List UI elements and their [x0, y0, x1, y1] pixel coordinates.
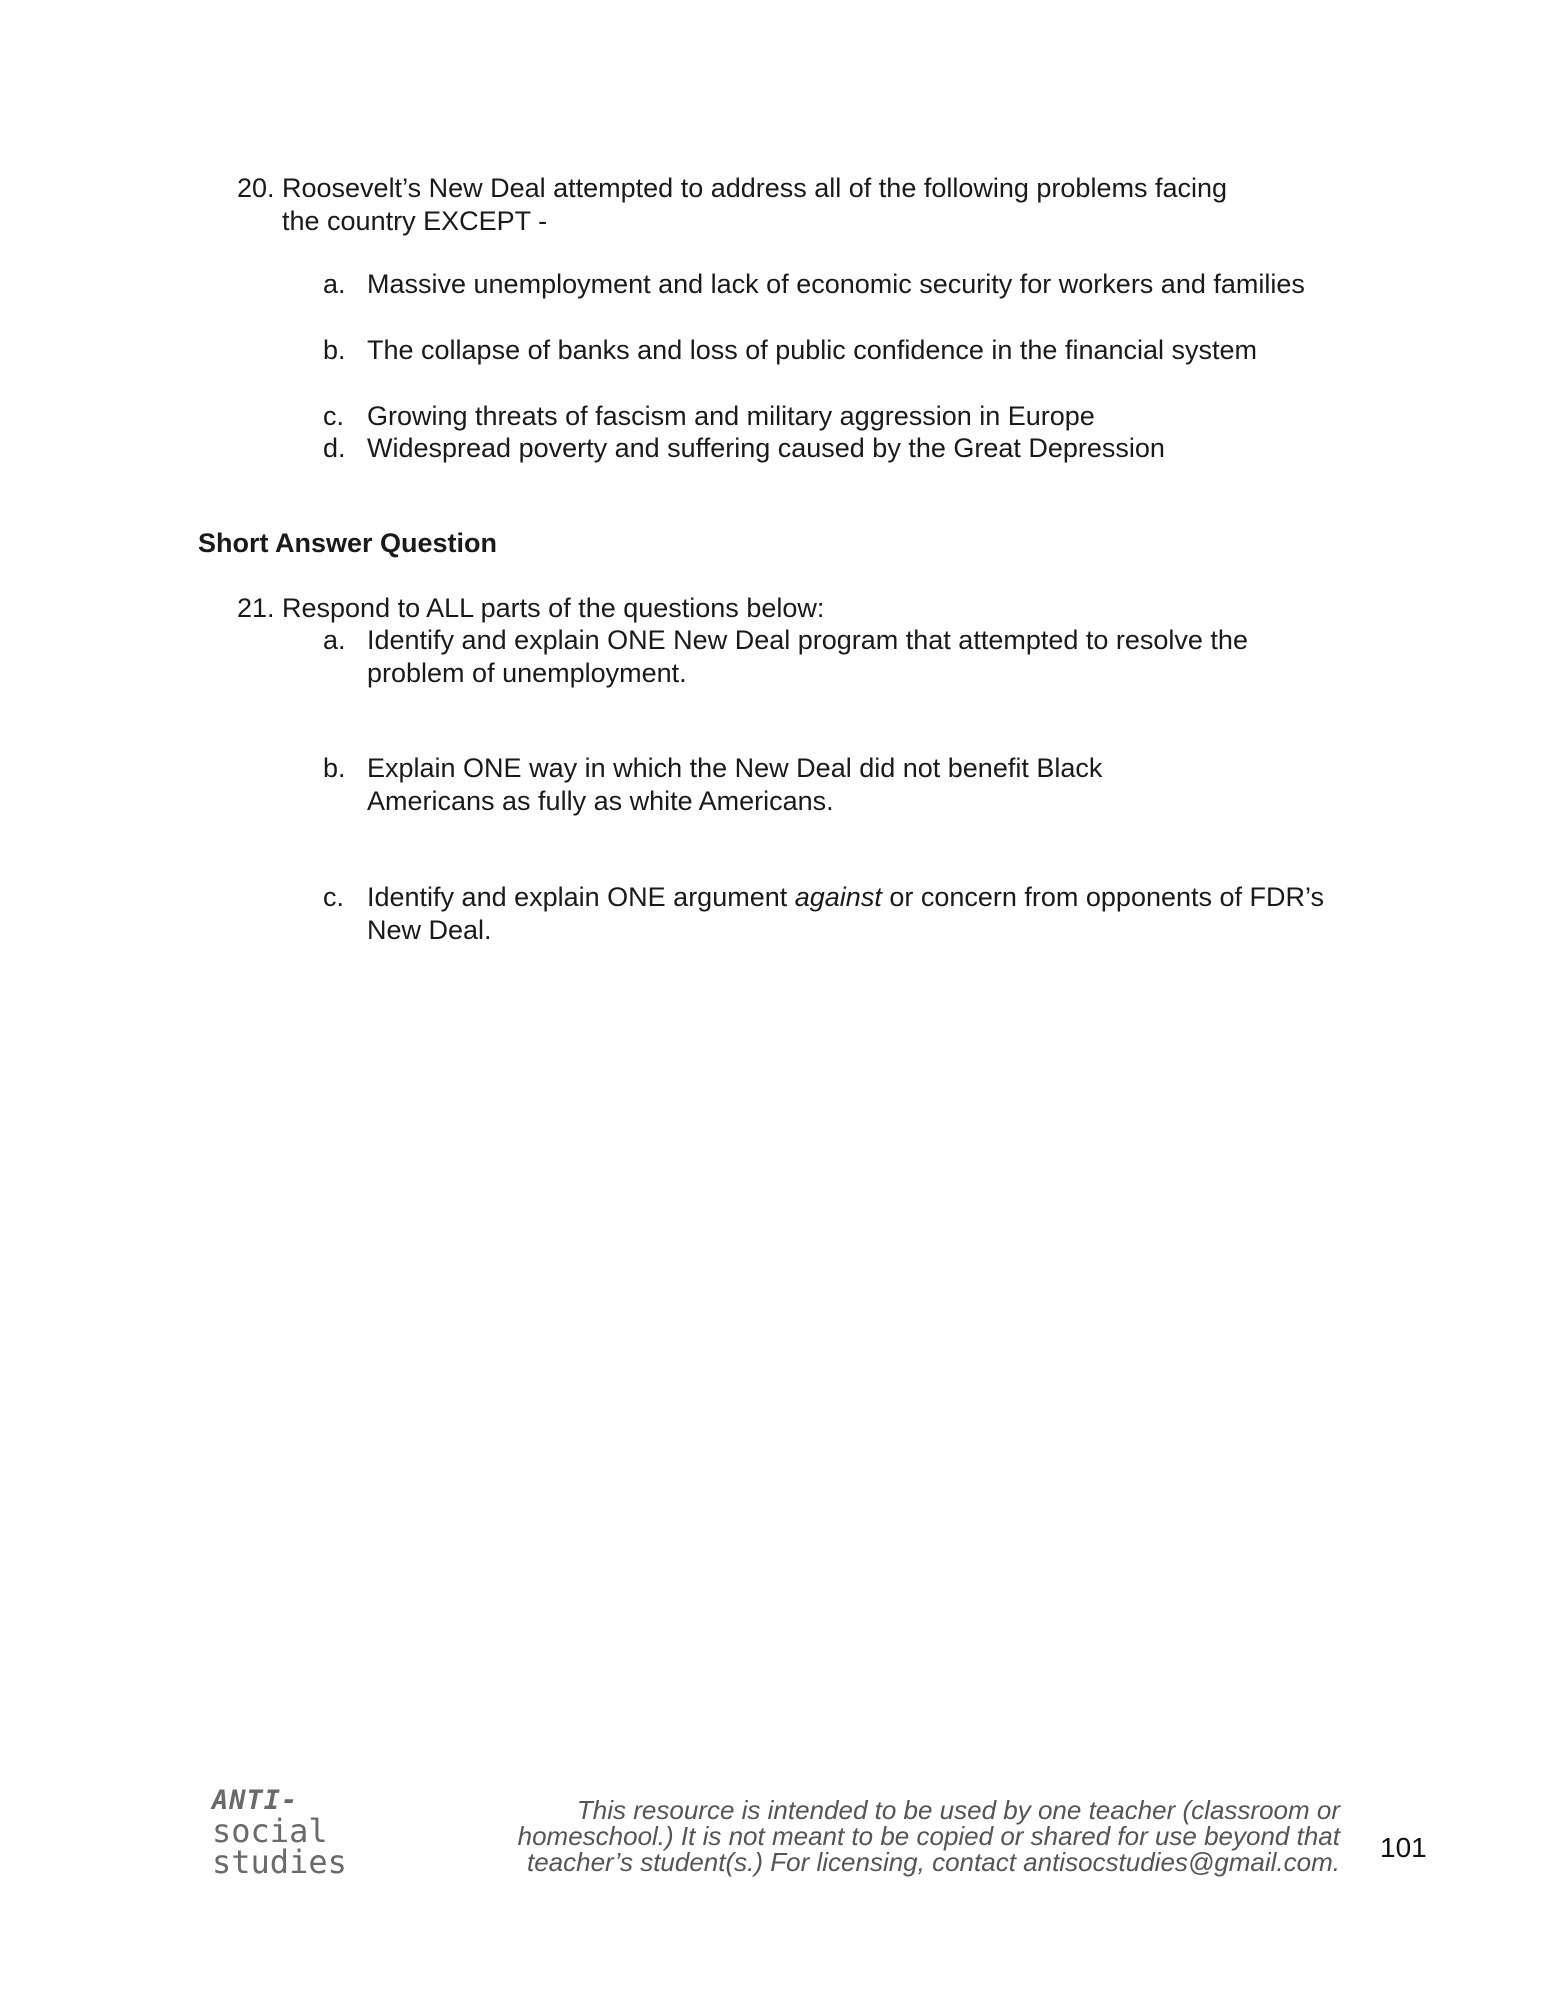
part-text — [367, 881, 1332, 947]
question-21 — [237, 592, 1317, 625]
publisher-logo — [212, 1785, 362, 1881]
logo-line-studies: studies — [212, 1843, 347, 1881]
part-letter: c. — [323, 882, 345, 912]
page-number: 101 — [1380, 1832, 1427, 1863]
option-text: The collapse of banks and loss of public confidence in the financial system — [367, 335, 1258, 365]
question-text: Respond to ALL parts of the questions below: — [282, 593, 825, 623]
license-notice-line: This resource is intended to be used by one teacher (classroom or — [576, 1795, 1340, 1825]
part-a — [323, 624, 1333, 690]
section-heading: Short Answer Question — [198, 528, 498, 558]
option-letter: a. — [323, 269, 346, 299]
part-c — [323, 881, 1333, 947]
option-letter: d. — [323, 433, 346, 463]
logo-line-social: social — [212, 1812, 328, 1850]
part-text-emphasis: against — [794, 882, 882, 912]
part-letter: b. — [323, 753, 346, 783]
logo-line-anti: ANTI- — [212, 1785, 299, 1816]
question-number: 20. — [237, 173, 275, 203]
question-number: 21. — [237, 593, 275, 623]
option-letter: c. — [323, 401, 345, 431]
option-text: Growing threats of fascism and military aggression in Europe — [367, 401, 1095, 431]
option-text: Widespread poverty and suffering caused by the Great Depression — [367, 433, 1165, 463]
license-notice-line: teacher’s student(s.) For licensing, contact antisocstudies@gmail.com. — [526, 1847, 1340, 1877]
part-text: Identify and explain ONE New Deal program that attempted to resolve the problem of unemployment. — [367, 625, 1248, 688]
part-b — [323, 752, 1333, 818]
license-notice — [440, 1797, 1340, 1875]
option-a — [323, 268, 1323, 334]
option-text: Massive unemployment and lack of economic security for workers and families — [367, 269, 1305, 299]
part-text-end: or concern from opponents of FDR’s New Deal. — [367, 882, 1325, 945]
option-d — [323, 432, 1323, 465]
option-b — [323, 334, 1323, 400]
part-text-start: Identify and explain ONE argument — [367, 882, 795, 912]
part-letter: a. — [323, 625, 346, 655]
option-letter: b. — [323, 335, 346, 365]
question-text: Roosevelt’s New Deal attempted to address all of the following problems facing the country EXCEPT - — [282, 173, 1227, 236]
question-20 — [237, 172, 1317, 242]
license-notice-line: homeschool.) It is not meant to be copied or shared for use beyond that — [517, 1821, 1340, 1851]
option-c — [323, 400, 1323, 433]
part-text: Explain ONE way in which the New Deal did not benefit Black Americans as fully as white Americans. — [367, 753, 1103, 816]
